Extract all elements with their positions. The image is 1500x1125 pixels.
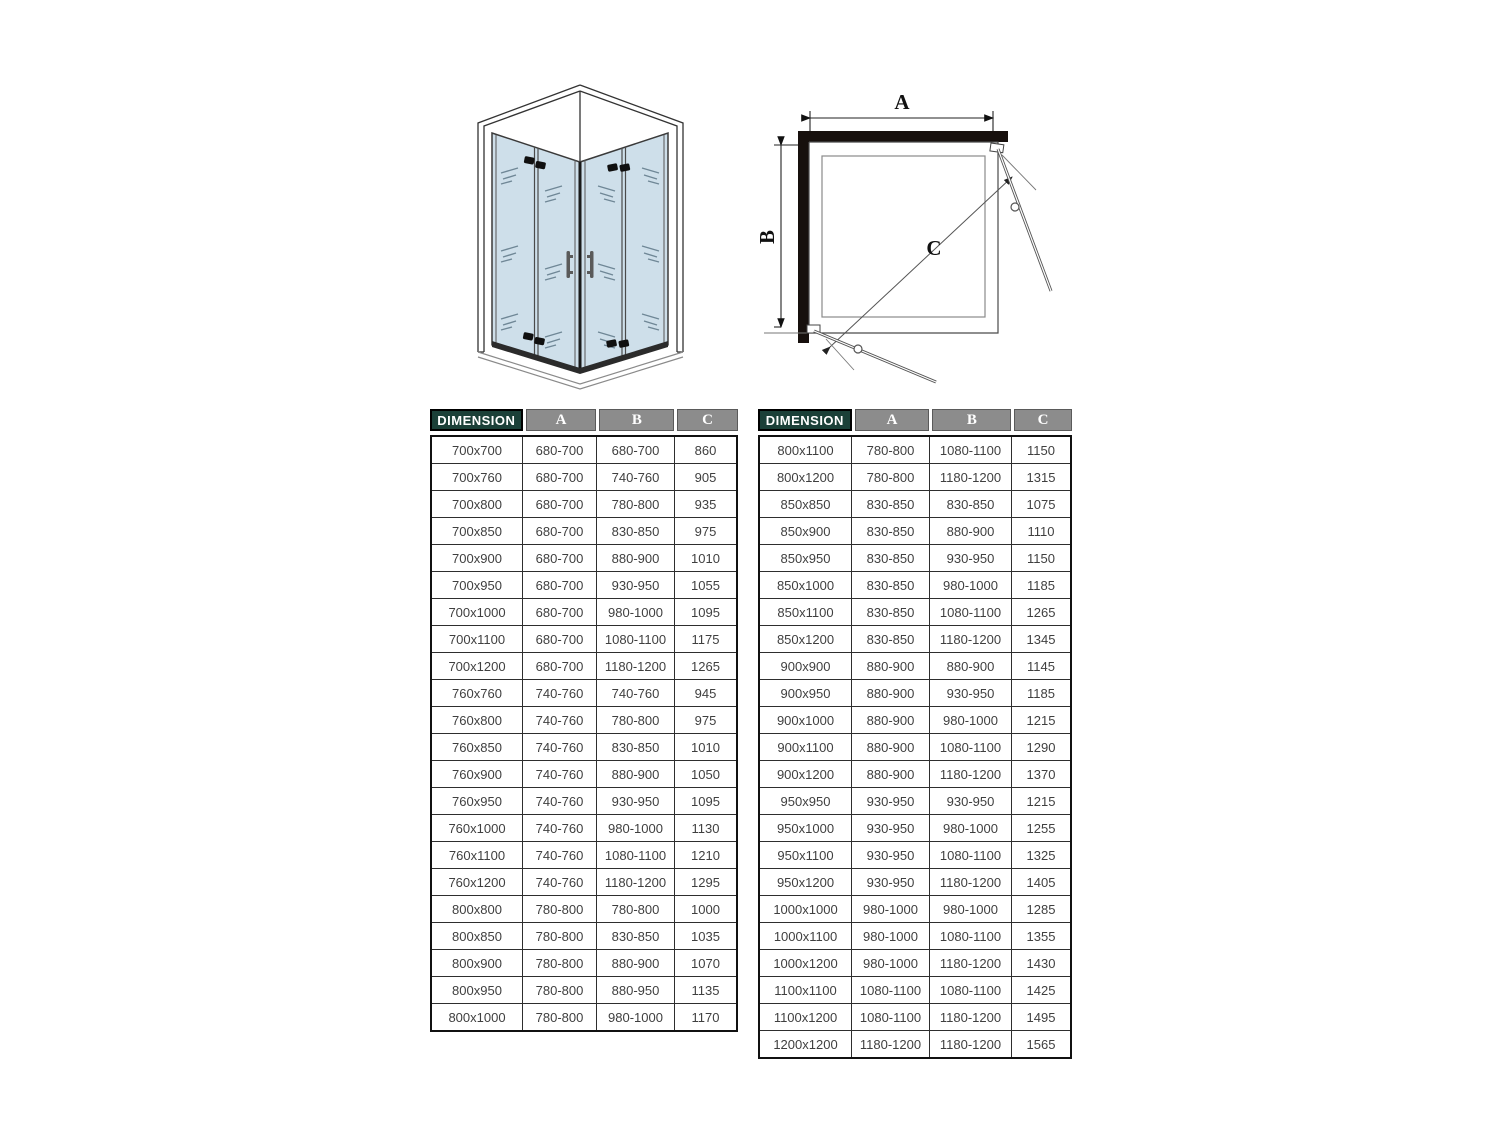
table-row <box>760 1031 1070 1057</box>
table-row <box>760 815 1070 842</box>
table-cell-c: 1070 <box>691 955 720 971</box>
table-cell-c: 1215 <box>1026 793 1056 809</box>
table-cell-b: 880-900 <box>597 545 675 571</box>
table-cell-b: 1180-1200 <box>930 761 1012 787</box>
table-cell-a: 830-850 <box>852 518 930 544</box>
table-cell-b: 1080-1100 <box>597 626 675 652</box>
table-cell-a: 1180-1200 <box>852 1031 930 1057</box>
dim-label-b: B <box>755 229 779 245</box>
table-row <box>760 869 1070 896</box>
table-cell-c: 1430 <box>1026 955 1056 971</box>
table-cell-b: 980-1000 <box>597 599 675 625</box>
table-cell-c: 1000 <box>691 901 720 917</box>
table-cell-dimension: 850x900 <box>760 518 852 544</box>
table-cell-dimension: 900x900 <box>760 653 852 679</box>
table-cell-a: 830-850 <box>852 599 930 625</box>
table-cell-b: 830-850 <box>930 491 1012 517</box>
table-row <box>432 788 736 815</box>
table-cell-a: 880-900 <box>852 761 930 787</box>
column-header-dimension: DIMENSION <box>758 409 852 431</box>
table-cell-b: 1080-1100 <box>930 599 1012 625</box>
table-cell-b: 980-1000 <box>930 572 1012 598</box>
table-cell-c: 1565 <box>1026 1036 1056 1052</box>
table-cell-c: 1185 <box>1027 577 1055 593</box>
table-cell-c: 1425 <box>1026 982 1056 998</box>
table-row <box>760 518 1070 545</box>
table-row <box>760 950 1070 977</box>
table-cell-a: 740-760 <box>523 680 597 706</box>
table-cell-dimension: 850x1100 <box>760 599 852 625</box>
table-cell-c: 1010 <box>691 739 720 755</box>
table-row <box>432 842 736 869</box>
table-cell-c: 1325 <box>1026 847 1056 863</box>
table-cell-a: 680-700 <box>523 599 597 625</box>
table-cell-dimension: 760x1200 <box>432 869 523 895</box>
table-cell-dimension: 1000x1100 <box>760 923 852 949</box>
table-cell-b: 780-800 <box>597 707 675 733</box>
table-cell-a: 780-800 <box>523 977 597 1003</box>
table-cell-b: 1080-1100 <box>930 734 1012 760</box>
table-row <box>760 599 1070 626</box>
table-cell-a: 1080-1100 <box>852 977 930 1003</box>
table-cell-b: 1080-1100 <box>597 842 675 868</box>
table-cell-b: 1080-1100 <box>930 977 1012 1003</box>
table-cell-c: 1075 <box>1026 496 1056 512</box>
table-cell-c: 1095 <box>691 604 720 620</box>
table-row <box>432 950 736 977</box>
dim-label-c: C <box>926 236 942 260</box>
dimension-a <box>810 111 993 131</box>
column-header-c: C <box>1014 409 1072 431</box>
table-cell-dimension: 700x800 <box>432 491 523 517</box>
table-cell-a: 830-850 <box>852 491 930 517</box>
table-cell-dimension: 700x1200 <box>432 653 523 679</box>
table-header <box>430 409 738 431</box>
table-cell-c: 905 <box>694 469 717 485</box>
table-cell-a: 740-760 <box>523 869 597 895</box>
table-cell-b: 980-1000 <box>597 815 675 841</box>
table-cell-b: 880-900 <box>930 518 1012 544</box>
table-cell-b: 680-700 <box>597 437 675 463</box>
table-cell-b: 1180-1200 <box>930 1031 1012 1057</box>
table-cell-dimension: 850x1000 <box>760 572 852 598</box>
table-cell-b: 740-760 <box>597 680 675 706</box>
column-header-a: A <box>855 409 930 431</box>
table-cell-a: 780-800 <box>523 923 597 949</box>
walls <box>798 131 1008 343</box>
table-row <box>760 680 1070 707</box>
table-cell-c: 1185 <box>1027 685 1055 701</box>
table-row <box>760 572 1070 599</box>
table-cell-a: 780-800 <box>523 896 597 922</box>
table-row <box>760 734 1070 761</box>
table-row <box>432 869 736 896</box>
table-cell-dimension: 700x1000 <box>432 599 523 625</box>
table-cell-dimension: 950x1000 <box>760 815 852 841</box>
table-cell-a: 880-900 <box>852 707 930 733</box>
table-row <box>760 626 1070 653</box>
table-cell-a: 740-760 <box>523 734 597 760</box>
table-cell-c: 1290 <box>1026 739 1056 755</box>
table-body <box>758 435 1072 1059</box>
table-cell-a: 740-760 <box>523 788 597 814</box>
table-cell-c: 1405 <box>1026 874 1056 890</box>
table-cell-c: 1345 <box>1026 631 1056 647</box>
table-cell-c: 1095 <box>691 793 720 809</box>
table-cell-c: 860 <box>694 442 717 458</box>
table-cell-c: 1135 <box>691 982 720 998</box>
table-cell-a: 880-900 <box>852 680 930 706</box>
table-cell-dimension: 900x1200 <box>760 761 852 787</box>
table-cell-a: 740-760 <box>523 761 597 787</box>
table-row <box>432 896 736 923</box>
table-cell-a: 780-800 <box>523 950 597 976</box>
table-cell-c: 1130 <box>691 820 720 836</box>
table-cell-b: 1180-1200 <box>597 869 675 895</box>
table-cell-dimension: 760x850 <box>432 734 523 760</box>
table-cell-dimension: 850x1200 <box>760 626 852 652</box>
table-cell-a: 680-700 <box>523 545 597 571</box>
table-cell-c: 975 <box>694 523 717 539</box>
table-cell-a: 980-1000 <box>852 896 930 922</box>
table-row <box>432 491 736 518</box>
table-cell-b: 1080-1100 <box>930 923 1012 949</box>
table-cell-a: 680-700 <box>523 626 597 652</box>
table-cell-b: 1180-1200 <box>930 464 1012 490</box>
table-cell-dimension: 800x800 <box>432 896 523 922</box>
table-row <box>432 761 736 788</box>
table-cell-dimension: 700x900 <box>432 545 523 571</box>
table-row <box>760 707 1070 734</box>
table-cell-b: 930-950 <box>930 788 1012 814</box>
table-cell-dimension: 700x760 <box>432 464 523 490</box>
table-cell-a: 980-1000 <box>852 923 930 949</box>
table-cell-b: 880-900 <box>597 950 675 976</box>
table-cell-a: 930-950 <box>852 842 930 868</box>
table-cell-a: 680-700 <box>523 491 597 517</box>
table-cell-b: 980-1000 <box>930 707 1012 733</box>
table-cell-a: 980-1000 <box>852 950 930 976</box>
table-cell-dimension: 700x1100 <box>432 626 523 652</box>
table-cell-a: 740-760 <box>523 842 597 868</box>
glass-panels <box>492 133 668 373</box>
table-cell-b: 880-900 <box>930 653 1012 679</box>
table-cell-dimension: 850x950 <box>760 545 852 571</box>
table-row <box>760 761 1070 788</box>
table-cell-dimension: 900x1100 <box>760 734 852 760</box>
table-cell-a: 880-900 <box>852 734 930 760</box>
table-cell-b: 1180-1200 <box>930 1004 1012 1030</box>
table-cell-dimension: 800x1000 <box>432 1004 523 1030</box>
table-cell-dimension: 760x800 <box>432 707 523 733</box>
table-cell-dimension: 900x1000 <box>760 707 852 733</box>
table-row <box>432 572 736 599</box>
table-cell-dimension: 800x850 <box>432 923 523 949</box>
table-cell-dimension: 1100x1100 <box>760 977 852 1003</box>
table-row <box>432 1004 736 1030</box>
dimension-table-right <box>758 409 1072 1059</box>
table-cell-b: 780-800 <box>597 896 675 922</box>
table-cell-c: 1010 <box>691 550 720 566</box>
table-cell-b: 1180-1200 <box>930 869 1012 895</box>
table-row <box>432 815 736 842</box>
table-cell-c: 1170 <box>691 1009 720 1025</box>
table-cell-dimension: 700x700 <box>432 437 523 463</box>
table-cell-c: 975 <box>694 712 717 728</box>
table-cell-c: 1055 <box>691 577 720 593</box>
table-cell-a: 830-850 <box>852 572 930 598</box>
table-row <box>432 464 736 491</box>
table-row <box>432 977 736 1004</box>
table-cell-a: 930-950 <box>852 788 930 814</box>
table-cell-c: 1150 <box>1027 442 1055 458</box>
table-cell-dimension: 700x850 <box>432 518 523 544</box>
table-row <box>760 842 1070 869</box>
table-cell-b: 980-1000 <box>930 815 1012 841</box>
table-cell-c: 1355 <box>1026 928 1056 944</box>
table-cell-dimension: 760x1000 <box>432 815 523 841</box>
table-row <box>760 464 1070 491</box>
plan-view-drawing <box>750 85 1080 405</box>
table-cell-b: 930-950 <box>597 572 675 598</box>
table-cell-dimension: 1100x1200 <box>760 1004 852 1030</box>
table-cell-dimension: 1000x1000 <box>760 896 852 922</box>
table-cell-a: 930-950 <box>852 815 930 841</box>
table-cell-dimension: 900x950 <box>760 680 852 706</box>
table-cell-b: 880-900 <box>597 761 675 787</box>
table-row <box>760 788 1070 815</box>
table-cell-a: 740-760 <box>523 815 597 841</box>
table-row <box>760 977 1070 1004</box>
table-cell-c: 1145 <box>1027 658 1055 674</box>
table-cell-b: 930-950 <box>930 680 1012 706</box>
table-cell-dimension: 800x900 <box>432 950 523 976</box>
table-row <box>760 1004 1070 1031</box>
table-cell-b: 930-950 <box>930 545 1012 571</box>
table-cell-a: 680-700 <box>523 518 597 544</box>
table-cell-c: 1150 <box>1027 550 1055 566</box>
table-cell-dimension: 850x850 <box>760 491 852 517</box>
table-row <box>432 734 736 761</box>
table-cell-b: 1180-1200 <box>930 626 1012 652</box>
table-cell-b: 780-800 <box>597 491 675 517</box>
table-cell-b: 1180-1200 <box>930 950 1012 976</box>
table-cell-c: 1110 <box>1027 523 1055 539</box>
table-cell-c: 935 <box>694 496 717 512</box>
table-cell-a: 830-850 <box>852 545 930 571</box>
table-cell-dimension: 950x950 <box>760 788 852 814</box>
column-header-c: C <box>677 409 738 431</box>
table-cell-a: 780-800 <box>523 1004 597 1030</box>
table-cell-dimension: 760x1100 <box>432 842 523 868</box>
table-cell-a: 680-700 <box>523 437 597 463</box>
table-cell-c: 1210 <box>691 847 720 863</box>
table-cell-b: 830-850 <box>597 734 675 760</box>
table-cell-c: 1295 <box>691 874 720 890</box>
table-cell-c: 1495 <box>1026 1009 1056 1025</box>
table-row <box>432 545 736 572</box>
table-row <box>760 437 1070 464</box>
table-cell-b: 1080-1100 <box>930 437 1012 463</box>
table-row <box>432 437 736 464</box>
table-cell-c: 1265 <box>691 658 720 674</box>
table-cell-c: 1035 <box>691 928 720 944</box>
table-cell-b: 830-850 <box>597 518 675 544</box>
table-header <box>758 409 1072 431</box>
table-cell-b: 1080-1100 <box>930 842 1012 868</box>
open-door-top-right <box>990 143 1051 291</box>
table-cell-a: 780-800 <box>852 437 930 463</box>
table-cell-a: 1080-1100 <box>852 1004 930 1030</box>
table-row <box>760 545 1070 572</box>
table-cell-c: 1050 <box>691 766 720 782</box>
table-row <box>760 923 1070 950</box>
table-row <box>432 599 736 626</box>
table-cell-b: 980-1000 <box>930 896 1012 922</box>
table-cell-c: 1285 <box>1026 901 1056 917</box>
table-cell-c: 1315 <box>1026 469 1056 485</box>
table-body <box>430 435 738 1032</box>
column-header-b: B <box>599 409 674 431</box>
table-cell-b: 1180-1200 <box>597 653 675 679</box>
table-cell-c: 945 <box>694 685 717 701</box>
dimension-table-left <box>430 409 738 1032</box>
table-cell-a: 680-700 <box>523 572 597 598</box>
table-cell-c: 1370 <box>1026 766 1056 782</box>
table-cell-b: 980-1000 <box>597 1004 675 1030</box>
column-header-b: B <box>932 409 1011 431</box>
table-row <box>760 491 1070 518</box>
table-cell-a: 880-900 <box>852 653 930 679</box>
table-cell-dimension: 700x950 <box>432 572 523 598</box>
dim-label-a: A <box>894 90 910 114</box>
table-cell-a: 740-760 <box>523 707 597 733</box>
table-row <box>432 518 736 545</box>
column-header-dimension: DIMENSION <box>430 409 523 431</box>
table-row <box>432 653 736 680</box>
table-cell-b: 740-760 <box>597 464 675 490</box>
table-cell-a: 680-700 <box>523 464 597 490</box>
table-cell-c: 1265 <box>1026 604 1056 620</box>
table-cell-dimension: 1000x1200 <box>760 950 852 976</box>
table-cell-dimension: 1200x1200 <box>760 1031 852 1057</box>
table-row <box>760 653 1070 680</box>
table-cell-dimension: 950x1200 <box>760 869 852 895</box>
isometric-shower-drawing <box>435 55 735 400</box>
table-row <box>760 896 1070 923</box>
table-cell-c: 1215 <box>1026 712 1056 728</box>
table-cell-b: 930-950 <box>597 788 675 814</box>
table-cell-b: 830-850 <box>597 923 675 949</box>
table-cell-dimension: 950x1100 <box>760 842 852 868</box>
table-cell-c: 1255 <box>1026 820 1056 836</box>
table-cell-dimension: 800x1100 <box>760 437 852 463</box>
table-cell-dimension: 800x1200 <box>760 464 852 490</box>
table-cell-dimension: 760x760 <box>432 680 523 706</box>
table-row <box>432 626 736 653</box>
table-row <box>432 680 736 707</box>
table-cell-dimension: 760x900 <box>432 761 523 787</box>
table-cell-a: 830-850 <box>852 626 930 652</box>
table-cell-a: 680-700 <box>523 653 597 679</box>
column-header-a: A <box>526 409 597 431</box>
table-cell-b: 880-950 <box>597 977 675 1003</box>
table-row <box>432 707 736 734</box>
table-cell-a: 780-800 <box>852 464 930 490</box>
table-cell-c: 1175 <box>691 631 720 647</box>
table-row <box>432 923 736 950</box>
table-cell-dimension: 800x950 <box>432 977 523 1003</box>
table-cell-a: 930-950 <box>852 869 930 895</box>
table-cell-dimension: 760x950 <box>432 788 523 814</box>
